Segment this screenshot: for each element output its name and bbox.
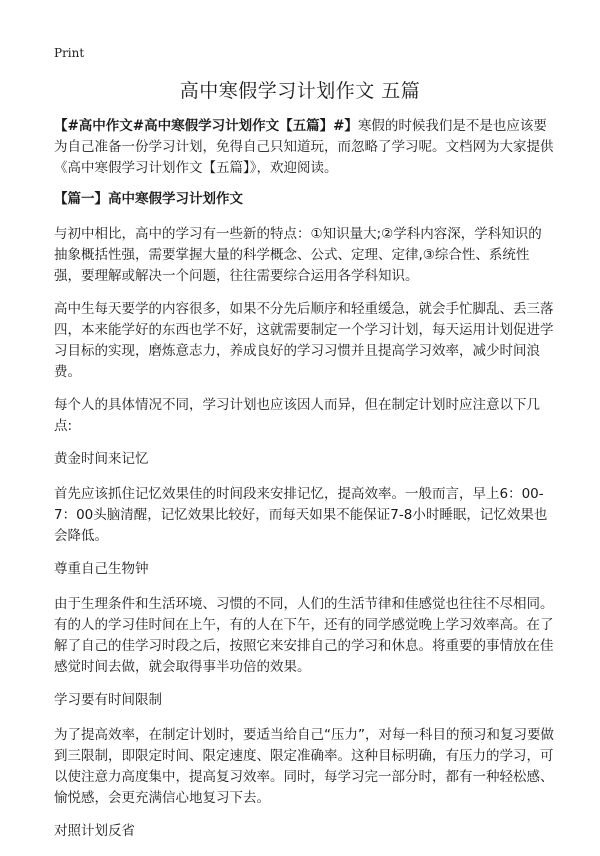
page-title: 高中寒假学习计划作文 五篇: [179, 80, 421, 102]
paragraph-2: 高中生每天要学的内容很多，如果不分先后顺序和轻重缓急，就会手忙脚乱、丢三落四，本来能学好的东西也学不好，这就需要制定一个学习计划，每天运用计划促进学习目标的实现，磨炼意志力，养成良好的学习习惯并且提高学习效率，减少时间浪费。: [54, 301, 554, 380]
intro-text: 寒假的时候我们是不是也应该要为自己准备一份学习计划，免得自己只知道玩，而忽略了学习呢。文档网为大家提供《高中寒假学习计划作文【五篇】》，欢迎阅读。: [54, 118, 554, 176]
print-link[interactable]: Print: [54, 46, 85, 60]
section-heading: 【篇一】高中寒假学习计划作文: [54, 191, 243, 207]
intro-paragraph: [54, 116, 554, 179]
subheading-time-limit: 学习要有时间限制: [54, 692, 162, 708]
paragraph-1: 与初中相比，高中的学习有一些新的特点：①知识量大;②学科内容深，学科知识的抽象概括性强，需要掌握大量的科学概念、公式、定理、定律,③综合性、系统性强，要理解或解决一个问题，往往需要综合运用各学科知识。: [54, 226, 542, 284]
paragraph-4: 首先应该抓住记忆效果佳的时间段来安排记忆，提高效率。一般而言，早上6：00-7：00头脑清醒，记忆效果比较好，而每天如果不能保证7-8小时睡眠，记忆效果也会降低。: [54, 486, 548, 544]
paragraph-6: 为了提高效率，在制定计划时，要适当给自己“压力”，对每一科目的预习和复习要做到三限制，即限定时间、限定速度、限定准确率。这种目标明确，有压力的学习，可以使注意力高度集中，提高复习效率。同时，每学习完一部分时，都有一种轻松感、愉悦感，会更充满信心地复习下去。: [54, 727, 554, 806]
paragraph-5: 由于生理条件和生活环境、习惯的不同，人们的生活节律和佳感觉也往往不尽相同。有的人的学习佳时间在上午，有的人在下午，还有的同学感觉晚上学习效率高。在了解了自己的佳学习时段之后，按照它来安排自己的学习和休息。将重要的事情放在佳感觉时间去做，就会取得事半功倍的效果。: [54, 596, 554, 675]
intro-tag: 【#高中作文#高中寒假学习计划作文【五篇】#】: [54, 118, 358, 134]
subheading-biological-clock: 尊重自己生物钟: [54, 561, 149, 577]
subheading-golden-time: 黄金时间来记忆: [54, 451, 149, 467]
article-body: [54, 116, 554, 856]
subheading-review-plan: 对照计划反省: [54, 823, 135, 839]
paragraph-3: 每个人的具体情况不同，学习计划也应该因人而异，但在制定计划时应注意以下几点:: [54, 397, 540, 434]
